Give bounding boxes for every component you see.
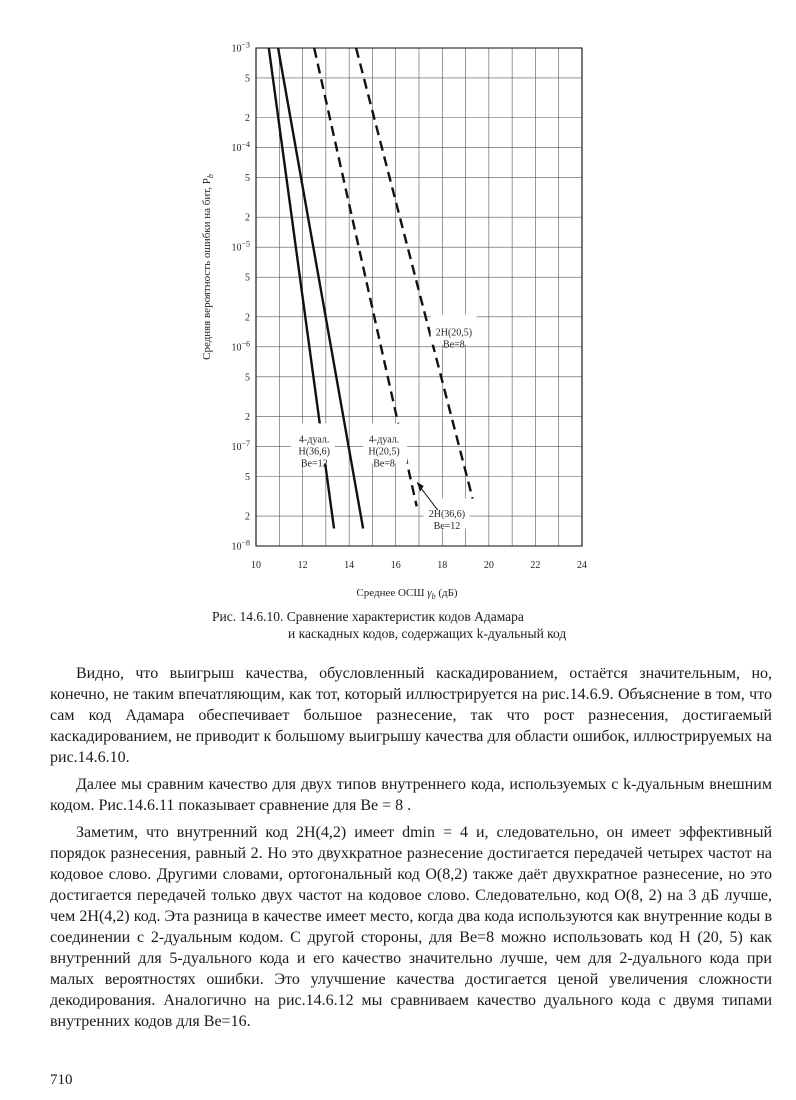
x-tick-label: 12 <box>297 560 308 571</box>
x-tick-label: 20 <box>483 560 494 571</box>
paragraph-3: Заметим, что внутренний код 2H(4,2) имеет dmin = 4 и, следовательно, он имеет эффективный порядок разнесения, равный 2. Но это двухкратное разнесение достигается передачей четырех частот на кодовое слово. Другими словами, ортогональный код O(8,2) также даёт двухкратное разнесение, но это достигается передачей только двух частот на кодовое слово. Следовательно, код O(8, 2) на 3 дБ лучше, чем 2H(4,2) код. Эта разница в качестве имеет место, когда два кода используются как внутренние коды в соединении с 2-дуальным кодом. С другой стороны, для Be=8 можно использовать код H (20, 5) как внутренний для 5-дуального кода и его качество значительно лучше, чем для 2-дуального кода при малых вероятностях ошибки. Это улучшение качества достигается ценой увеличения сложности декодирования. Аналогично на рис.14.6.12 мы сравниваем качество дуального кода с двумя типами внутренних кодов для Be=16. <box>50 824 772 1030</box>
y-axis-label: Средняя вероятность ошибки на бит, $P_b$ <box>201 174 215 360</box>
x-tick-label: 16 <box>390 560 401 571</box>
body-text <box>50 663 772 1038</box>
y-tick-label: 2 <box>245 113 250 125</box>
y-tick-label: $10^{-7}$ <box>231 438 250 453</box>
y-tick-label: 2 <box>245 312 250 324</box>
y-tick-label: $10^{-4}$ <box>231 140 250 155</box>
caption-line-1: Рис. 14.6.10. Сравнение характеристик кодов Адамара <box>212 609 524 624</box>
y-tick-label: 2 <box>245 511 250 523</box>
x-axis-label: Среднее ОСШ $\gamma_b$ (дБ) <box>356 587 458 601</box>
annotation-4dual-h20: 4-дуал. H(20,5) Be=8 <box>368 434 400 470</box>
figure <box>190 38 620 601</box>
page-number: 710 <box>50 1072 73 1088</box>
y-tick-label: 5 <box>245 471 250 483</box>
x-tick-label: 14 <box>344 560 355 571</box>
figure-caption <box>212 608 612 642</box>
chart <box>190 38 620 601</box>
y-tick-label: $10^{-6}$ <box>231 339 250 354</box>
paragraph-1: Видно, что выигрыш качества, обусловленный каскадированием, остаётся значительным, но, конечно, не таким впечатляющим, как тот, который иллюстрируется на рис.14.6.9. Объяснение в том, что сам код Адамара обеспечивает большое разнесение, так что рост разнесения, достигаемый каскадированием, не приводит к большому выигрышу качества для области ошибок, иллюстрируемых на рис.14.6.10. <box>50 665 772 766</box>
y-tick-label: $10^{-8}$ <box>231 538 250 553</box>
caption-line-2: и каскадных кодов, содержащих k-дуальный код <box>288 626 567 641</box>
y-tick-label: 5 <box>245 173 250 185</box>
y-tick-label: 2 <box>245 411 250 423</box>
annotation-4dual-h36: 4-дуал. H(36,6) Be=12 <box>298 434 330 470</box>
x-tick-label: 22 <box>530 560 541 571</box>
x-tick-label: 18 <box>437 560 448 571</box>
y-tick-label: 5 <box>245 372 250 384</box>
y-tick-label: 5 <box>245 272 250 284</box>
paragraph-2: Далее мы сравним качество для двух типов внутреннего кода, используемых с k-дуальным внешним кодом. Рис.14.6.11 показывает сравнение для Be = 8 . <box>50 776 772 814</box>
y-tick-label: $10^{-5}$ <box>231 239 250 254</box>
y-tick-label: 2 <box>245 212 250 224</box>
x-tick-label: 24 <box>577 560 587 571</box>
annotation-2h-20-5: 2H(20,5) Be=8 <box>435 327 473 351</box>
y-tick-label: 5 <box>245 73 250 85</box>
x-tick-label: 10 <box>251 560 261 571</box>
y-tick-label: $10^{-3}$ <box>231 40 250 55</box>
annotation-2h-36-6: 2H(36,6) Be=12 <box>428 509 466 533</box>
